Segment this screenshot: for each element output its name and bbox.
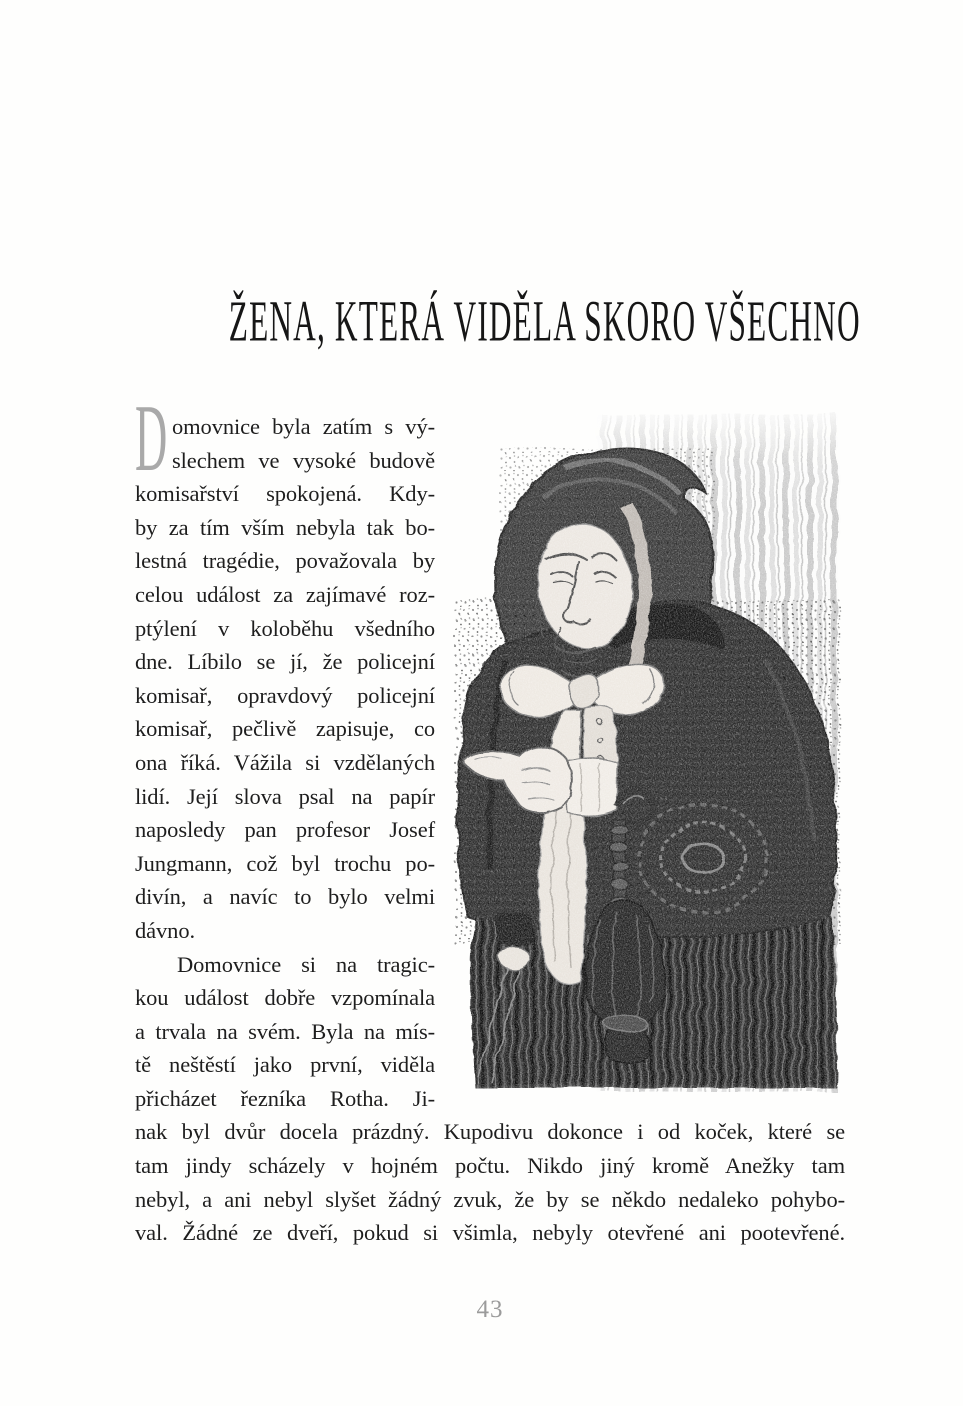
text-line: dne. Líbilo se jí, že policejní <box>135 649 435 675</box>
text-line: tam jindy scházely v hojném počtu. Nikdo jiný kromě Anežky tam <box>135 1153 845 1179</box>
chapter-title <box>0 288 963 354</box>
text-line: Jungmann, což byl trochu po- <box>135 850 435 876</box>
pencil-grain <box>445 410 845 1100</box>
text-line: přicházet řezníka Rotha. Ji- <box>135 1085 435 1111</box>
text-line: lidí. Její slova psal na papír <box>135 783 435 809</box>
text-line: lestná tragédie, považovala by <box>135 548 435 574</box>
text-line: val. Žádné ze dveří, pokud si všimla, nebyly otevřené ani pootevřené. <box>135 1220 845 1246</box>
text-line: komisař, opravdový policejní <box>135 682 435 708</box>
text-line: by za tím vším nebyla tak bo- <box>135 514 435 540</box>
illustration-drawing <box>445 410 845 1100</box>
text-line: naposledy pan profesor Josef <box>135 817 435 843</box>
text-line: ptýlení v koloběhu všedního <box>135 615 435 641</box>
text-line: komisař, pečlivě zapisuje, co <box>135 716 435 742</box>
text-line: omovnice byla zatím s vý- <box>172 414 435 439</box>
text-line: a trvala na svém. Byla na mís- <box>135 1018 435 1044</box>
drop-cap: D <box>135 385 168 491</box>
text-line: slechem ve vysoké budově <box>172 447 435 473</box>
page-number: 43 <box>476 1295 504 1323</box>
text-line: nebyl, a ani nebyl slyšet žádný zvuk, že by se někdo nedaleko pohybo- <box>135 1186 845 1212</box>
text-line: Domovnice si na tragic- <box>177 951 435 977</box>
text-line: nak byl dvůr docela prázdný. Kupodivu dokonce i od koček, které se <box>135 1119 845 1145</box>
full-width-block <box>135 1115 845 1249</box>
text-line: divín, a navíc to bylo velmi <box>135 884 435 910</box>
text-line: tě neštěstí jako první, viděla <box>135 1052 435 1078</box>
text-line: ona říká. Vážila si vzdělaných <box>135 749 435 775</box>
text-line: komisařství spokojená. Kdy- <box>135 481 435 507</box>
chapter-title-text: ŽENA, KTERÁ VIDĚLA SKORO VŠECHNO <box>228 288 861 354</box>
body-text <box>135 385 845 1250</box>
text-line: celou událost za zajímavé roz- <box>135 581 435 607</box>
woman-illustration <box>445 410 845 1110</box>
text-line: kou událost dobře vzpomínala <box>135 985 435 1011</box>
text-line: dávno. <box>135 917 196 943</box>
